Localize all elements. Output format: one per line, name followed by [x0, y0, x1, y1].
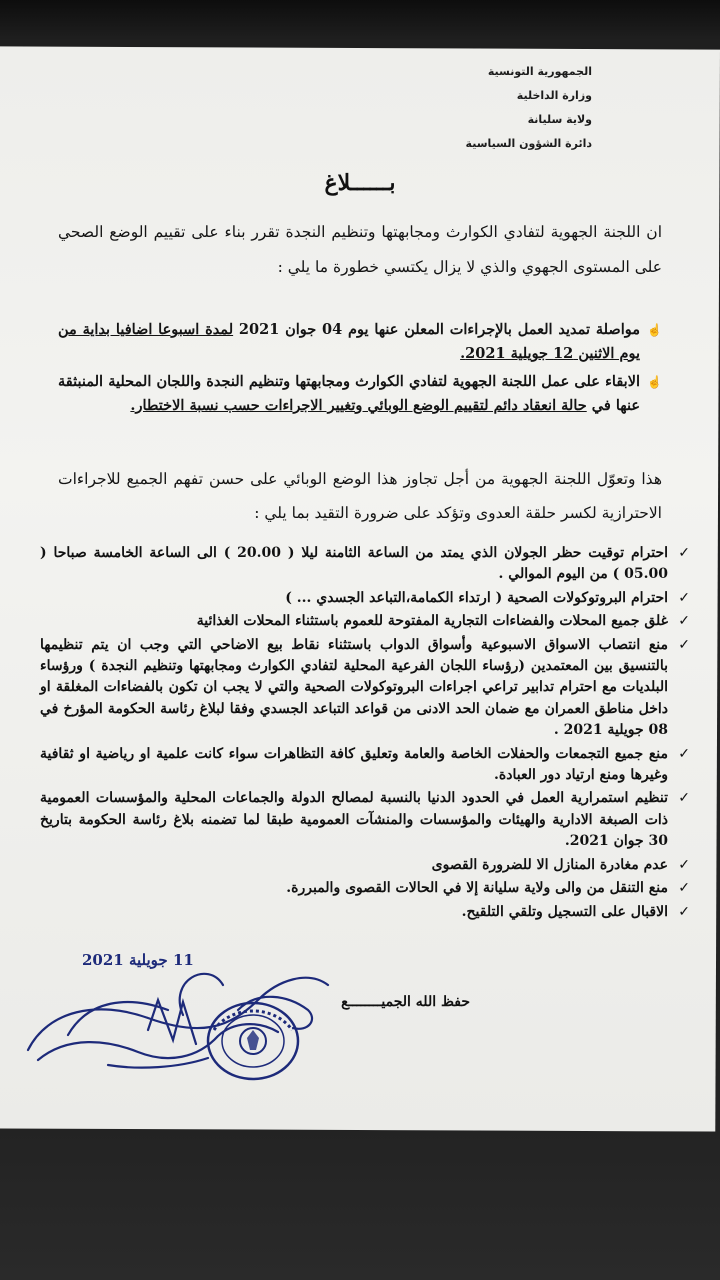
- measure-item: [40, 744, 692, 787]
- measure-text: منع التنقل من والى ولاية سليانة إلا في الحالات القصوى والمبررة.: [286, 880, 668, 897]
- measure-text: منع انتصاب الاسواق الاسبوعية وأسواق الدواب باستثناء نقاط بيع الاضاحي التي وجب ان يتم تنظيمها بالتنسيق بين المعتمدين (رؤساء اللجان الفرعية المحلية لتفادي الكوارث ومجابهتها وتنظيم النجدة ) ورؤساء البلديات مع احترام تدابير تراعي اجراءات البروتوكولات الصحية والتي لا يجب ان تكون بالفضاءات المغلقة او داخل مناطق العمران مع ضمان الحد الادنى من قواعد التباعد الجسدي وفقا لبلاغ رئاسة الحكومة المؤرخ في 08 جويلية 2021 .: [40, 636, 668, 739]
- measure-item: [40, 611, 692, 632]
- checkmark-icon: ✓: [678, 613, 690, 630]
- checkmark-icon: ✓: [678, 880, 690, 897]
- document-date: 11 جويلية 2021: [82, 951, 194, 969]
- measure-item: [40, 855, 692, 876]
- pointer-hand-icon: ☝: [647, 375, 662, 389]
- document-title: بــــــلاغ: [324, 170, 396, 196]
- checkmark-icon: ✓: [678, 589, 690, 606]
- decisions-list: [58, 318, 662, 418]
- measure-item: [40, 543, 692, 586]
- letterhead-department: دائرة الشؤون السياسية: [465, 137, 592, 150]
- checkmark-icon: ✓: [678, 856, 690, 873]
- intro-paragraph: ان اللجنة الجهوية لتفادي الكوارث ومجابهتها وتنظيم النجدة تقرر بناء على تقييم الوضع الصحي على المستوى الجهوي والذي لا يزال يكتسي خطورة ما يلي :: [58, 223, 662, 276]
- measures-list: [40, 543, 692, 925]
- measure-item: [40, 635, 692, 742]
- measure-item: [40, 788, 692, 852]
- letterhead-ministry: وزارة الداخلية: [516, 89, 592, 102]
- decision-underlined: لمدة اسبوعا اضافيا بداية من يوم الاثنين 12 جويلية 2021.: [58, 321, 640, 362]
- decision-item: [58, 370, 662, 418]
- measure-text: احترام توقيت حظر الجولان الذي يمتد من الساعة الثامنة ليلا ( 20.00 ) الى الساعة الخامسة صباحا ( 05.00 ) من اليوم الموالي .: [40, 545, 668, 583]
- official-stamp: [204, 1000, 302, 1082]
- decision-item: [58, 318, 662, 366]
- letterhead-governorate: ولاية سليانة: [527, 113, 592, 126]
- measure-item: [40, 878, 692, 899]
- checkmark-icon: ✓: [678, 545, 690, 561]
- closing-line: حفظ الله الجميــــــــع: [341, 994, 470, 1010]
- letterhead: [392, 60, 592, 156]
- checkmark-icon: ✓: [678, 903, 690, 920]
- measure-text: تنظيم استمرارية العمل في الحدود الدنيا بالنسبة لمصالح الدولة والجماعات المحلية والمؤسسات العمومية ذات الصبغة الادارية والهيئات والمؤسسات والمنشآت العمومية طبقا لما تضمنه بلاغ رئاسة الحكومة بتاريخ 30 جوان 2021.: [40, 790, 668, 850]
- decision-text: مواصلة تمديد العمل بالإجراءات المعلن عنها يوم 04 جوان 2021: [238, 321, 640, 338]
- checkmark-icon: ✓: [678, 790, 690, 807]
- measure-item: [40, 588, 692, 609]
- second-paragraph: هذا وتعوّل اللجنة الجهوية من أجل تجاوز هذا الوضع الوبائي على حسن تفهم الجميع للاجراءات الاحترازية لكسر حلقة العدوى وتؤكد على ضرورة التقيد بما يلي :: [58, 470, 662, 522]
- pointer-hand-icon: ☝: [647, 323, 662, 337]
- letterhead-republic: الجمهورية التونسية: [487, 65, 592, 78]
- checkmark-icon: ✓: [678, 636, 690, 653]
- measure-text: منع جميع التجمعات والحفلات الخاصة والعامة وتعليق كافة التظاهرات سواء كانت علمية او رياضية او ثقافية وغيرها ومنع ارتياد دور العبادة.: [40, 745, 668, 784]
- measure-text: عدم مغادرة المنازل الا للضرورة القصوى: [431, 856, 668, 873]
- decision-underlined: حالة انعقاد دائم لتقييم الوضع الوبائي وتغيير الاجراءات حسب نسبة الاختطار.: [130, 397, 587, 414]
- measure-item: [40, 902, 692, 923]
- measure-text: غلق جميع المحلات والفضاءات التجارية المفتوحة للعموم باستثناء المحلات الغذائية: [196, 613, 668, 630]
- checkmark-icon: ✓: [678, 745, 690, 762]
- decision-text: الابقاء على عمل اللجنة الجهوية لتفادي الكوارث ومجابهتها وتنظيم النجدة واللجان المحلية المنبثقة عنها في: [58, 373, 640, 414]
- measure-text: الاقبال على التسجيل وتلقي التلقيح.: [461, 903, 668, 920]
- measure-text: احترام البروتوكولات الصحية ( ارتداء الكمامة،التباعد الجسدي ... ): [285, 589, 668, 606]
